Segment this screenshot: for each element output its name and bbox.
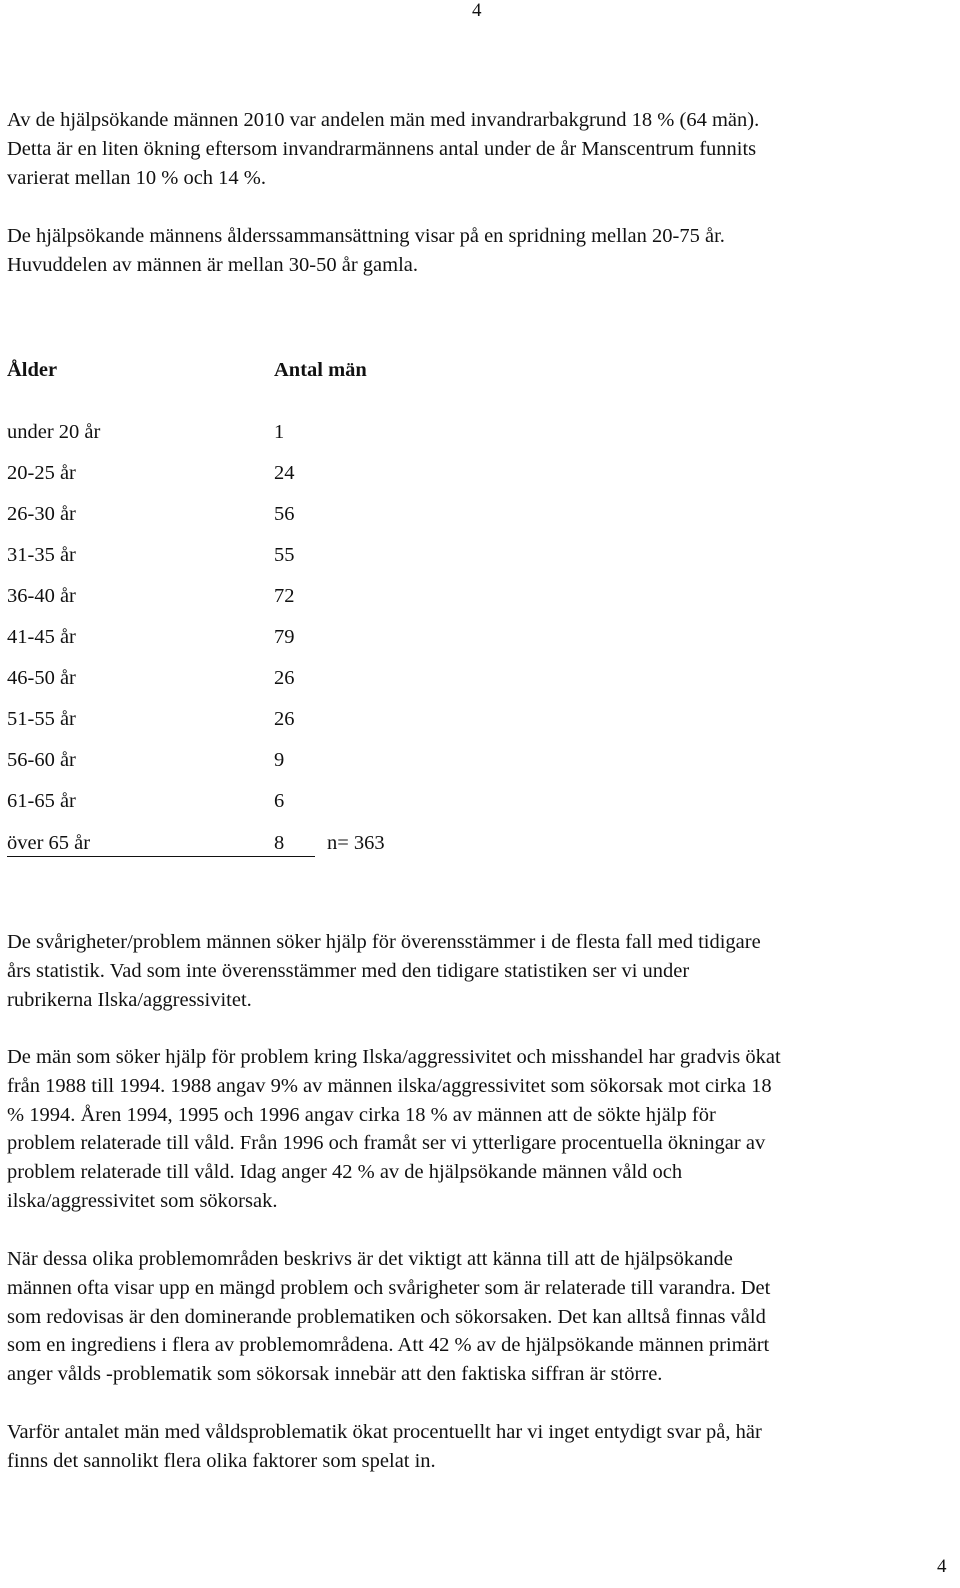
- count-cell: 6: [274, 790, 285, 812]
- table-row: [0, 787, 960, 815]
- table-row: [0, 459, 960, 487]
- age-cell: 46-50 år: [7, 667, 76, 689]
- age-cell: 31-35 år: [7, 544, 76, 566]
- text-line: Varför antalet män med våldsproblematik ökat procentuellt har vi inget entydigt svar på, här: [7, 1421, 762, 1443]
- table-row: [0, 623, 960, 651]
- text-line: % 1994. Åren 1994, 1995 och 1996 angav cirka 18 % av männen att de sökte hjälp för: [7, 1103, 716, 1126]
- text-line: De män som söker hjälp för problem kring Ilska/aggressivitet och misshandel har gradvis ökat: [7, 1046, 781, 1068]
- body-paragraph-3: [7, 1245, 952, 1389]
- text-line: De hjälpsökande männens ålderssammansättning visar på en spridning mellan 20-75 år.: [7, 225, 725, 247]
- age-cell: 20-25 år: [7, 462, 76, 484]
- count-cell: 24: [274, 462, 295, 484]
- page-number-top: 4: [472, 0, 482, 21]
- table-header-age: Ålder: [7, 359, 58, 381]
- table-row: [0, 705, 960, 733]
- age-cell: 36-40 år: [7, 585, 76, 607]
- count-cell: 8: [274, 832, 285, 854]
- text-line: som en ingrediens i flera av problemområdena. Att 42 % av de hjälpsökande männen primärt: [7, 1334, 770, 1357]
- count-cell: 1: [274, 421, 285, 443]
- page-number-bottom: 4: [937, 1556, 947, 1577]
- body-paragraph-4: [7, 1418, 952, 1476]
- table-underline: [7, 856, 315, 857]
- count-cell: 26: [274, 667, 295, 689]
- table-row: [0, 541, 960, 569]
- age-cell: under 20 år: [7, 421, 101, 443]
- text-line: från 1988 till 1994. 1988 angav 9% av männen ilska/aggressivitet som sökorsak mot cirka 18: [7, 1074, 772, 1097]
- intro-paragraph-1: [7, 106, 952, 192]
- text-line: års statistik. Vad som inte överensstämmer med den tidigare statistiken ser vi under: [7, 959, 690, 982]
- table-header-count: Antal män: [274, 359, 367, 381]
- table-row: [0, 582, 960, 610]
- age-cell: 26-30 år: [7, 503, 76, 525]
- text-line: När dessa olika problemområden beskrivs är det viktigt att känna till att de hjälpsökande: [7, 1248, 733, 1270]
- count-cell: 56: [274, 503, 295, 525]
- text-line: ilska/aggressivitet som sökorsak.: [7, 1189, 278, 1212]
- text-line: rubrikerna Ilska/aggressivitet.: [7, 988, 252, 1011]
- count-cell: 26: [274, 708, 295, 730]
- age-cell: 51-55 år: [7, 708, 76, 730]
- body-paragraph-2: [7, 1043, 952, 1216]
- age-cell: över 65 år: [7, 832, 91, 854]
- table-row: [0, 500, 960, 528]
- text-line: problem relaterade till våld. Idag anger 42 % av de hjälpsökande männen våld och: [7, 1161, 683, 1184]
- text-line: Huvuddelen av männen är mellan 30-50 år gamla.: [7, 253, 418, 276]
- count-cell: 72: [274, 585, 295, 607]
- table-row: [0, 829, 960, 857]
- count-cell: 9: [274, 749, 285, 771]
- age-cell: 56-60 år: [7, 749, 76, 771]
- text-line: anger vålds -problematik som sökorsak innebär att den faktiska siffran är större.: [7, 1363, 663, 1386]
- table-row: [0, 746, 960, 774]
- table-row: [0, 418, 960, 446]
- table-row: [0, 664, 960, 692]
- text-line: varierat mellan 10 % och 14 %.: [7, 166, 267, 189]
- text-line: Detta är en liten ökning eftersom invandrarmännens antal under de år Manscentrum funnits: [7, 137, 757, 160]
- text-line: problem relaterade till våld. Från 1996 och framåt ser vi ytterligare procentuella ökningar av: [7, 1132, 766, 1155]
- text-line: De svårigheter/problem männen söker hjälp för överensstämmer i de flesta fall med tidigare: [7, 931, 761, 953]
- table-total: n= 363: [327, 832, 385, 854]
- text-line: som redovisas är den dominerande problematiken och sökorsaken. Det kan alltså finnas våld: [7, 1305, 766, 1328]
- count-cell: 79: [274, 626, 295, 648]
- text-line: Av de hjälpsökande männen 2010 var andelen män med invandrarbakgrund 18 % (64 män).: [7, 109, 760, 131]
- age-cell: 41-45 år: [7, 626, 76, 648]
- text-line: männen ofta visar upp en mängd problem och svårigheter som är relaterade till varandra. Det: [7, 1276, 771, 1299]
- count-cell: 55: [274, 544, 295, 566]
- intro-paragraph-2: [7, 222, 952, 280]
- text-line: finns det sannolikt flera olika faktorer som spelat in.: [7, 1449, 436, 1472]
- body-paragraph-1: [7, 928, 952, 1014]
- age-cell: 61-65 år: [7, 790, 76, 812]
